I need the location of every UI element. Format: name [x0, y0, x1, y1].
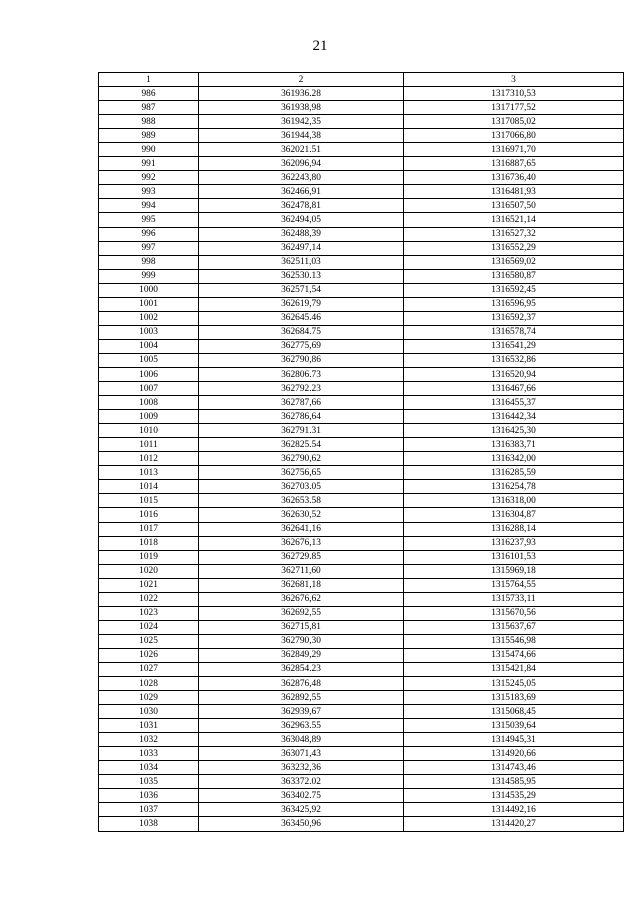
x-coordinate-cell: 362676,13 — [199, 536, 404, 550]
y-coordinate-cell: 1314492,16 — [404, 803, 624, 817]
x-coordinate-cell: 362711,60 — [199, 564, 404, 578]
y-coordinate-cell: 1316507,50 — [404, 199, 624, 213]
column-header: 3 — [404, 73, 624, 87]
y-coordinate-cell: 1316569,02 — [404, 255, 624, 269]
table-row — [99, 705, 624, 719]
table-row — [99, 606, 624, 620]
table-row — [99, 143, 624, 157]
point-number-cell: 1025 — [99, 634, 199, 648]
point-number-cell: 1024 — [99, 620, 199, 634]
table-row — [99, 480, 624, 494]
x-coordinate-cell: 362571,54 — [199, 283, 404, 297]
x-coordinate-cell: 362692,55 — [199, 606, 404, 620]
page-number: 21 — [312, 38, 328, 54]
table-row — [99, 536, 624, 550]
table-row — [99, 775, 624, 789]
table-row — [99, 733, 624, 747]
point-number-cell: 1005 — [99, 353, 199, 367]
x-coordinate-cell: 363232,36 — [199, 761, 404, 775]
x-coordinate-cell: 362681,18 — [199, 578, 404, 592]
x-coordinate-cell: 361938,98 — [199, 101, 404, 115]
point-number-cell: 1023 — [99, 606, 199, 620]
table-row — [99, 508, 624, 522]
point-number-cell: 1016 — [99, 508, 199, 522]
point-number-cell: 1037 — [99, 803, 199, 817]
point-number-cell: 1018 — [99, 536, 199, 550]
y-coordinate-cell: 1315183,69 — [404, 691, 624, 705]
point-number-cell: 1031 — [99, 719, 199, 733]
y-coordinate-cell: 1315474,66 — [404, 648, 624, 662]
x-coordinate-cell: 362497,14 — [199, 241, 404, 255]
table-row — [99, 438, 624, 452]
y-coordinate-cell: 1316481,93 — [404, 185, 624, 199]
x-coordinate-cell: 362715,81 — [199, 620, 404, 634]
x-coordinate-cell: 363402.75 — [199, 789, 404, 803]
y-coordinate-cell: 1316592,45 — [404, 283, 624, 297]
x-coordinate-cell: 363048,89 — [199, 733, 404, 747]
x-coordinate-cell: 362806.73 — [199, 367, 404, 381]
table-row — [99, 283, 624, 297]
table-row — [99, 297, 624, 311]
y-coordinate-cell: 1315637,67 — [404, 620, 624, 634]
point-number-cell: 986 — [99, 87, 199, 101]
x-coordinate-cell: 362530.13 — [199, 269, 404, 283]
point-number-cell: 999 — [99, 269, 199, 283]
x-coordinate-cell: 362939,67 — [199, 705, 404, 719]
y-coordinate-cell: 1316467,66 — [404, 382, 624, 396]
point-number-cell: 1035 — [99, 775, 199, 789]
x-coordinate-cell: 362676,62 — [199, 592, 404, 606]
point-number-cell: 1027 — [99, 662, 199, 676]
x-coordinate-cell: 362630,52 — [199, 508, 404, 522]
point-number-cell: 1010 — [99, 424, 199, 438]
y-coordinate-cell: 1316552,29 — [404, 241, 624, 255]
point-number-cell: 1009 — [99, 410, 199, 424]
y-coordinate-cell: 1316318,00 — [404, 494, 624, 508]
y-coordinate-cell: 1316736,40 — [404, 171, 624, 185]
table-row — [99, 227, 624, 241]
x-coordinate-cell: 362645.46 — [199, 311, 404, 325]
x-coordinate-cell: 362096,94 — [199, 157, 404, 171]
y-coordinate-cell: 1316383,71 — [404, 438, 624, 452]
point-number-cell: 992 — [99, 171, 199, 185]
table-row — [99, 691, 624, 705]
x-coordinate-cell: 361942,35 — [199, 115, 404, 129]
y-coordinate-cell: 1316532,86 — [404, 353, 624, 367]
table-row — [99, 452, 624, 466]
y-coordinate-cell: 1317066,80 — [404, 129, 624, 143]
table-row — [99, 466, 624, 480]
x-coordinate-cell: 362792.23 — [199, 382, 404, 396]
point-number-cell: 1012 — [99, 452, 199, 466]
point-number-cell: 1014 — [99, 480, 199, 494]
table-header-row — [99, 73, 624, 87]
x-coordinate-cell: 362876,48 — [199, 677, 404, 691]
point-number-cell: 990 — [99, 143, 199, 157]
y-coordinate-cell: 1317177,52 — [404, 101, 624, 115]
x-coordinate-cell: 362494,05 — [199, 213, 404, 227]
point-number-cell: 1020 — [99, 564, 199, 578]
x-coordinate-cell: 362466,91 — [199, 185, 404, 199]
y-coordinate-cell: 1315670,56 — [404, 606, 624, 620]
table-row — [99, 789, 624, 803]
point-number-cell: 994 — [99, 199, 199, 213]
table-row — [99, 396, 624, 410]
point-number-cell: 1008 — [99, 396, 199, 410]
y-coordinate-cell: 1317085,02 — [404, 115, 624, 129]
y-coordinate-cell: 1315421,84 — [404, 662, 624, 676]
table-row — [99, 269, 624, 283]
point-number-cell: 1006 — [99, 367, 199, 381]
point-number-cell: 1038 — [99, 817, 199, 831]
table-row — [99, 241, 624, 255]
x-coordinate-cell: 362787,66 — [199, 396, 404, 410]
y-coordinate-cell: 1314945,31 — [404, 733, 624, 747]
x-coordinate-cell: 362729.85 — [199, 550, 404, 564]
table-row — [99, 620, 624, 634]
table-row — [99, 564, 624, 578]
x-coordinate-cell: 362849,29 — [199, 648, 404, 662]
y-coordinate-cell: 1316541,29 — [404, 339, 624, 353]
y-coordinate-cell: 1316596,95 — [404, 297, 624, 311]
x-coordinate-cell: 362963.55 — [199, 719, 404, 733]
x-coordinate-cell: 362021.51 — [199, 143, 404, 157]
y-coordinate-cell: 1316521,14 — [404, 213, 624, 227]
y-coordinate-cell: 1315245,05 — [404, 677, 624, 691]
y-coordinate-cell: 1316342,00 — [404, 452, 624, 466]
table-row — [99, 115, 624, 129]
x-coordinate-cell: 362511,03 — [199, 255, 404, 269]
x-coordinate-cell: 362790,62 — [199, 452, 404, 466]
table-row — [99, 550, 624, 564]
point-number-cell: 1030 — [99, 705, 199, 719]
point-number-cell: 1034 — [99, 761, 199, 775]
table-row — [99, 424, 624, 438]
table-row — [99, 325, 624, 339]
coordinates-table — [98, 72, 624, 832]
y-coordinate-cell: 1316288,14 — [404, 522, 624, 536]
x-coordinate-cell: 362825.54 — [199, 438, 404, 452]
point-number-cell: 1019 — [99, 550, 199, 564]
table-row — [99, 101, 624, 115]
table-body — [99, 87, 624, 831]
x-coordinate-cell: 362703.05 — [199, 480, 404, 494]
point-number-cell: 1028 — [99, 677, 199, 691]
y-coordinate-cell: 1316425,30 — [404, 424, 624, 438]
y-coordinate-cell: 1316580,87 — [404, 269, 624, 283]
table-row — [99, 410, 624, 424]
table-row — [99, 157, 624, 171]
y-coordinate-cell: 1314743,46 — [404, 761, 624, 775]
x-coordinate-cell: 362854.23 — [199, 662, 404, 676]
y-coordinate-cell: 1316578,74 — [404, 325, 624, 339]
y-coordinate-cell: 1315733,11 — [404, 592, 624, 606]
point-number-cell: 1003 — [99, 325, 199, 339]
y-coordinate-cell: 1316101,53 — [404, 550, 624, 564]
point-number-cell: 993 — [99, 185, 199, 199]
table-row — [99, 255, 624, 269]
x-coordinate-cell: 361944,38 — [199, 129, 404, 143]
point-number-cell: 1032 — [99, 733, 199, 747]
x-coordinate-cell: 362790,30 — [199, 634, 404, 648]
table-row — [99, 522, 624, 536]
x-coordinate-cell: 362756,65 — [199, 466, 404, 480]
table-row — [99, 677, 624, 691]
table-row — [99, 213, 624, 227]
point-number-cell: 997 — [99, 241, 199, 255]
x-coordinate-cell: 362478,81 — [199, 199, 404, 213]
table-row — [99, 719, 624, 733]
point-number-cell: 995 — [99, 213, 199, 227]
point-number-cell: 1036 — [99, 789, 199, 803]
table-row — [99, 648, 624, 662]
x-coordinate-cell: 362684.75 — [199, 325, 404, 339]
y-coordinate-cell: 1316592,37 — [404, 311, 624, 325]
point-number-cell: 1011 — [99, 438, 199, 452]
y-coordinate-cell: 1314585,95 — [404, 775, 624, 789]
table-row — [99, 171, 624, 185]
point-number-cell: 998 — [99, 255, 199, 269]
x-coordinate-cell: 362892,55 — [199, 691, 404, 705]
point-number-cell: 1013 — [99, 466, 199, 480]
y-coordinate-cell: 1317310,53 — [404, 87, 624, 101]
point-number-cell: 1001 — [99, 297, 199, 311]
x-coordinate-cell: 362775,69 — [199, 339, 404, 353]
point-number-cell: 1022 — [99, 592, 199, 606]
point-number-cell: 1007 — [99, 382, 199, 396]
point-number-cell: 988 — [99, 115, 199, 129]
x-coordinate-cell: 362243,80 — [199, 171, 404, 185]
y-coordinate-cell: 1316237,93 — [404, 536, 624, 550]
y-coordinate-cell: 1316971,70 — [404, 143, 624, 157]
point-number-cell: 989 — [99, 129, 199, 143]
table-row — [99, 494, 624, 508]
point-number-cell: 1017 — [99, 522, 199, 536]
point-number-cell: 1026 — [99, 648, 199, 662]
point-number-cell: 1033 — [99, 747, 199, 761]
x-coordinate-cell: 363425,92 — [199, 803, 404, 817]
y-coordinate-cell: 1314920,66 — [404, 747, 624, 761]
table-row — [99, 761, 624, 775]
table-row — [99, 803, 624, 817]
y-coordinate-cell: 1316254,78 — [404, 480, 624, 494]
table-row — [99, 129, 624, 143]
table-row — [99, 578, 624, 592]
column-header: 2 — [199, 73, 404, 87]
x-coordinate-cell: 362791.31 — [199, 424, 404, 438]
x-coordinate-cell: 362619,79 — [199, 297, 404, 311]
x-coordinate-cell: 361936.28 — [199, 87, 404, 101]
y-coordinate-cell: 1316455,37 — [404, 396, 624, 410]
x-coordinate-cell: 362641,16 — [199, 522, 404, 536]
x-coordinate-cell: 363450,96 — [199, 817, 404, 831]
y-coordinate-cell: 1315969,18 — [404, 564, 624, 578]
point-number-cell: 1015 — [99, 494, 199, 508]
y-coordinate-cell: 1316520,94 — [404, 367, 624, 381]
x-coordinate-cell: 362790,86 — [199, 353, 404, 367]
point-number-cell: 1004 — [99, 339, 199, 353]
x-coordinate-cell: 362488,39 — [199, 227, 404, 241]
table-row — [99, 311, 624, 325]
y-coordinate-cell: 1315068,45 — [404, 705, 624, 719]
x-coordinate-cell: 362653.58 — [199, 494, 404, 508]
y-coordinate-cell: 1316527,32 — [404, 227, 624, 241]
table-row — [99, 185, 624, 199]
x-coordinate-cell: 362786,64 — [199, 410, 404, 424]
table-row — [99, 353, 624, 367]
table-row — [99, 87, 624, 101]
y-coordinate-cell: 1316285,59 — [404, 466, 624, 480]
y-coordinate-cell: 1315546,98 — [404, 634, 624, 648]
y-coordinate-cell: 1314420,27 — [404, 817, 624, 831]
y-coordinate-cell: 1314535,29 — [404, 789, 624, 803]
point-number-cell: 1029 — [99, 691, 199, 705]
table-row — [99, 634, 624, 648]
y-coordinate-cell: 1315764,55 — [404, 578, 624, 592]
table-row — [99, 592, 624, 606]
table-row — [99, 382, 624, 396]
column-header: 1 — [99, 73, 199, 87]
point-number-cell: 1021 — [99, 578, 199, 592]
x-coordinate-cell: 363071,43 — [199, 747, 404, 761]
point-number-cell: 987 — [99, 101, 199, 115]
y-coordinate-cell: 1315039,64 — [404, 719, 624, 733]
y-coordinate-cell: 1316304,87 — [404, 508, 624, 522]
point-number-cell: 996 — [99, 227, 199, 241]
table-row — [99, 747, 624, 761]
table-row — [99, 339, 624, 353]
point-number-cell: 1000 — [99, 283, 199, 297]
x-coordinate-cell: 363372.02 — [199, 775, 404, 789]
point-number-cell: 1002 — [99, 311, 199, 325]
y-coordinate-cell: 1316442,34 — [404, 410, 624, 424]
table-row — [99, 662, 624, 676]
table-row — [99, 199, 624, 213]
point-number-cell: 991 — [99, 157, 199, 171]
table-row — [99, 367, 624, 381]
table-row — [99, 817, 624, 831]
y-coordinate-cell: 1316887,65 — [404, 157, 624, 171]
